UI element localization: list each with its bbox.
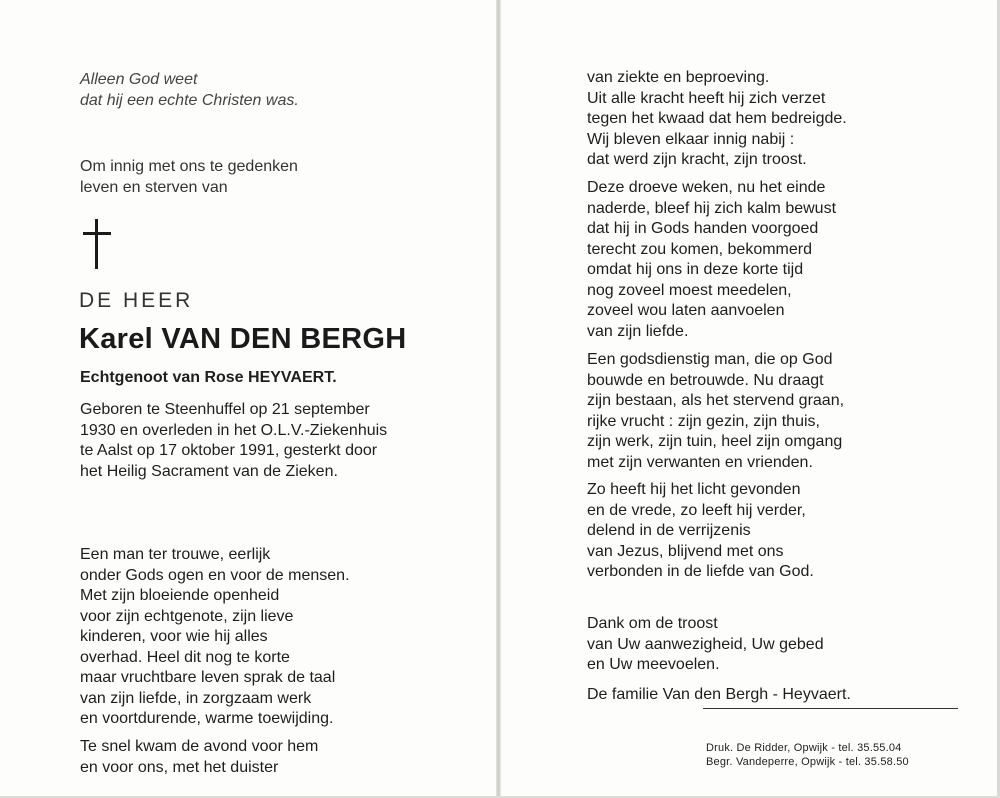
poem-line: en voortdurende, warme toewijding. xyxy=(80,710,334,727)
stanza-3 xyxy=(587,350,844,473)
quote-line: dat hij een echte Christen was. xyxy=(80,91,299,109)
opening-quote xyxy=(80,70,299,111)
poem-line: kinderen, voor wie hij alles xyxy=(80,628,268,645)
stanza-line: Uit alle kracht heeft hij zich verzet xyxy=(587,89,826,107)
stanza-line: en de vrede, zo leeft hij verder, xyxy=(587,501,806,519)
stanza-4 xyxy=(587,480,814,583)
remembrance-intro xyxy=(80,157,298,198)
stanza-2 xyxy=(587,178,836,342)
printer-divider xyxy=(703,708,958,709)
birth-info-line: Geboren te Steenhuffel op 21 september xyxy=(80,401,370,418)
stanza-line: naderde, bleef hij zich kalm bewust xyxy=(587,199,837,217)
stanza-line: met zijn verwanten en vrienden. xyxy=(587,453,813,471)
birth-info-line: te Aalst op 17 oktober 1991, gesterkt door xyxy=(80,442,378,459)
stanza-1 xyxy=(587,68,847,171)
stanza-line: zoveel wou laten aanvoelen xyxy=(587,302,785,319)
stanza-line: Wij bleven elkaar innig nabij : xyxy=(587,130,795,148)
stanza-line: delend in de verrijzenis xyxy=(587,522,751,539)
poem-line: Te snel kwam de avond voor hem xyxy=(80,738,319,755)
thanks-line: Dank om de troost xyxy=(587,615,718,632)
poem-line: Met zijn bloeiende openheid xyxy=(80,587,280,604)
printer-line: Begr. Vandeperre, Opwijk - tel. 35.58.50 xyxy=(706,756,909,768)
stanza-line: van zijn liefde. xyxy=(587,322,689,340)
stanza-line: van Jezus, blijvend met ons xyxy=(587,542,784,560)
spouse-line: Echtgenoot van Rose HEYVAERT. xyxy=(80,369,337,386)
poem-stanza-1 xyxy=(80,545,350,730)
birth-info-line: 1930 en overleden in het O.L.V.-Ziekenhuis xyxy=(80,421,388,439)
birth-death-info xyxy=(80,400,442,482)
stanza-line: terecht zou komen, bekommerd xyxy=(587,240,812,258)
poem-line: en voor ons, met het duister xyxy=(80,758,279,776)
cross-icon xyxy=(83,219,111,269)
stanza-line: zijn werk, zijn tuin, heel zijn omgang xyxy=(587,433,843,450)
printer-line: Druk. De Ridder, Opwijk - tel. 35.55.04 xyxy=(706,742,902,754)
poem-line: voor zijn echtgenote, zijn lieve xyxy=(80,607,294,625)
thanks-line: van Uw aanwezigheid, Uw gebed xyxy=(587,635,824,653)
birth-info-line: het Heilig Sacrament van de Zieken. xyxy=(80,462,338,480)
stanza-line: tegen het kwaad dat hem bedreigde. xyxy=(587,110,847,127)
stanza-line: rijke vrucht : zijn gezin, zijn thuis, xyxy=(587,412,820,430)
stanza-line: Deze droeve weken, nu het einde xyxy=(587,179,826,196)
stanza-line: nog zoveel moest meedelen, xyxy=(587,281,792,299)
stanza-line: bouwde en betrouwde. Nu draagt xyxy=(587,371,824,389)
stanza-line: Een godsdienstig man, die op God xyxy=(587,351,833,368)
family-signature: De familie Van den Bergh - Heyvaert. xyxy=(587,686,851,703)
poem-line: onder Gods ogen en voor de mensen. xyxy=(80,566,350,584)
deceased-name: Karel VAN DEN BERGH xyxy=(79,323,407,355)
intro-line: Om innig met ons te gedenken xyxy=(80,158,298,175)
stanza-line: Zo heeft hij het licht gevonden xyxy=(587,481,801,498)
stanza-line: omdat hij ons in deze korte tijd xyxy=(587,261,804,278)
stanza-line: van ziekte en beproeving. xyxy=(587,69,770,86)
stanza-line: verbonden in de liefde van God. xyxy=(587,563,814,580)
thanks-line: en Uw meevoelen. xyxy=(587,656,720,673)
poem-line: maar vruchtbare leven sprak de taal xyxy=(80,669,336,686)
honorific-title: DE HEER xyxy=(79,289,194,312)
thanks-block xyxy=(587,614,824,676)
intro-line: leven en sterven van xyxy=(80,178,228,196)
quote-line: Alleen God weet xyxy=(80,71,198,88)
left-page xyxy=(0,0,497,798)
stanza-line: dat hij in Gods handen voorgoed xyxy=(587,220,819,237)
printer-credits xyxy=(706,741,909,769)
poem-line: overhad. Heel dit nog te korte xyxy=(80,648,290,666)
poem-stanza-2 xyxy=(80,737,318,778)
stanza-line: zijn bestaan, als het stervend graan, xyxy=(587,392,845,409)
right-page xyxy=(501,0,1000,798)
poem-line: Een man ter trouwe, eerlijk xyxy=(80,546,271,563)
stanza-line: dat werd zijn kracht, zijn troost. xyxy=(587,151,807,168)
poem-line: van zijn liefde, in zorgzaam werk xyxy=(80,689,312,707)
